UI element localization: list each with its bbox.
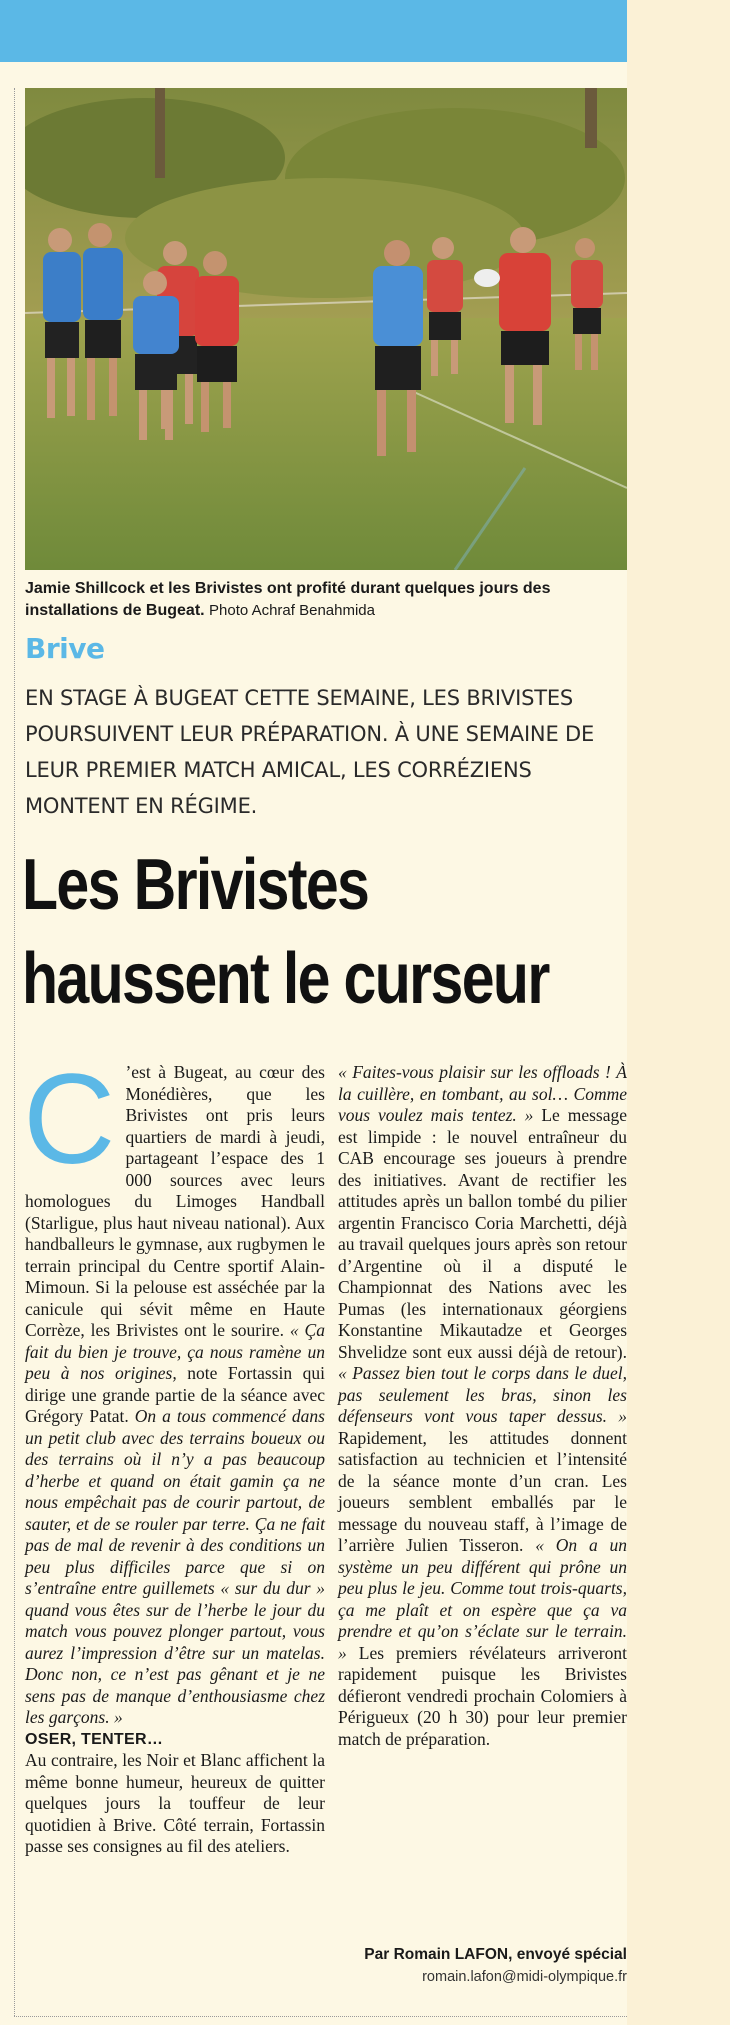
headline-line-2: haussent le curseur <box>22 939 549 1019</box>
quote-4: « Passez bien tout le corps dans le duel, pas seulement les bras, sinon les défenseurs vont vous taper dessus. » <box>338 1363 627 1426</box>
article-byline <box>364 1944 627 1988</box>
article-photo <box>25 88 627 570</box>
article-subhead: OSER, TENTER… <box>25 1730 164 1748</box>
article-column-2 <box>338 1062 627 1750</box>
article-standfirst: EN STAGE À BUGEAT CETTE SEMAINE, LES BRIVISTES POURSUIVENT LEUR PRÉPARATION. À UNE SEMAINE DE LEUR PREMIER MATCH AMICAL, LES CORRÉZIENS MONTENT EN RÉGIME. <box>25 686 595 818</box>
caption-text: Jamie Shillcock et les Brivistes ont profité durant quelques jours des installations de Bugeat. <box>25 580 551 619</box>
section-color-bar <box>0 0 627 62</box>
headline-line-1: Les Brivistes <box>22 845 369 925</box>
article-headline <box>22 838 549 1026</box>
photo-credit: Photo Achraf Benahmida <box>209 602 375 619</box>
section-kicker: Brive <box>25 632 105 665</box>
author-email: romain.lafon@midi-olympique.fr <box>422 1969 627 1985</box>
photo-caption <box>25 578 627 622</box>
article-column-1 <box>23 1048 325 1858</box>
quote-3: « Faites-vous plaisir sur les offloads ! À la cuillère, en tombant, au sol… Comme vous voulez mais tentez. » <box>338 1062 627 1125</box>
quote-5: « On a un système un peu différent qui prône un peu plus le jeu. Comme tout trois-quarts, ça me plaît et on espère que ça va prendre et qu’on s’éclate sur le terrain. » <box>338 1535 627 1663</box>
author-name: Par Romain LAFON, envoyé spécial <box>364 1946 627 1963</box>
column-divider <box>14 88 15 2016</box>
drop-cap: C <box>23 1048 116 1191</box>
bottom-divider <box>14 2016 627 2017</box>
body-paragraph-2-start: Au contraire, les Noir et Blanc affichent la même bonne humeur, heureux de quitter quelques jours la touffeur de leur quotidien à Brive. Côté terrain, Fortassin passe ses consignes au fil des ateliers. <box>25 1750 325 1856</box>
body-paragraph-2-cont: « Faites-vous plaisir sur les offloads ! À la cuillère, en tombant, au sol… Comme vous voulez mais tentez. » Le message est limpide : le nouvel entraîneur du CAB encourage ses joueurs à prendre des initiatives. Avant de rectifier les attitudes après un ballon tombé du pilier argentin Francisco Coria Marchetti, déjà au travail quelques jours après son retour d’Argentine où il a disputé le Championnat des Nations avec les Pumas (les internationaux géorgiens Konstantine Mikautadze et Georges Shvelidze sont eux aussi déjà de retour). « Passez bien tout le corps dans le duel, pas seulement les bras, sinon les défenseurs vont vous taper dessus. » Rapidement, les attitudes donnent satisfaction au technicien et l’intensité de la séance monte d’un cran. Les joueurs semblent emballés par le message du nouveau staff, à l’image de l’arrière Julien Tisseron. « On a un système un peu différent qui prône un peu plus le jeu. Comme tout trois-quarts, ça me plaît et on espère que ça va prendre et qu’on s’éclate sur le terrain. » Les premiers révélateurs arriveront rapidement puisque les Brivistes défieront vendredi prochain Colomiers à Périgueux (20 h 30) pour leur premier match de préparation. <box>338 1062 628 1749</box>
body-paragraph-1: C ’est à Bugeat, au cœur des Monédières, que les Brivistes ont pris leurs quartiers de mardi à jeudi, partageant l’espace des 1 000 sources avec leurs homologues du Limoges Handball (Starligue, plus haut niveau national). Aux handballeurs le gymnase, aux rugbymen le terrain principal du Centre sportif Alain-Mimoun. Si la pelouse est asséchée par la canicule qui sévit même en Haute Corrèze, les Brivistes ont le sourire. « Ça fait du bien je trouve, ça nous ramène un peu à nos origines, note Fortassin qui dirige une grande partie de la séance avec Grégory Patat. On a tous commencé dans un petit club avec des terrains boueux ou des terrains où il n’y a pas beaucoup d’herbe et quand on était gamin ça ne nous empêchait pas de courir partout, de sauter, et de se rouler par terre. Ça ne fait pas de mal de revenir à des conditions un peu plus difficiles parce que si on s’entraîne entre guillemets « sur du dur » quand vous êtes sur de l’herbe le jour du match vous pouvez plonger partout, vous aurez l’impression d’être sur un matelas. Donc non, ce n’est pas gênant et je ne sens pas de manque d’enthousiasme chez les garçons. » <box>23 1048 325 1727</box>
quote-1: « Ça fait du bien je trouve, ça nous ramène un peu à nos origines, <box>25 1320 325 1383</box>
margin-band <box>627 0 730 2025</box>
quote-2: On a tous commencé dans un petit club avec des terrains boueux ou des terrains où il n’y a pas beaucoup d’herbe et quand on était gamin ça ne nous empêchait pas de courir partout, de sauter, et de se rouler par terre. Ça ne fait pas de mal de revenir à des conditions un peu plus difficiles parce que si on s’entraîne entre guillemets « sur du dur » quand vous êtes sur de l’herbe le jour du match vous pouvez plonger partout, vous aurez l’impression d’être sur un matelas. Donc non, ce n’est pas gênant et je ne sens pas de manque d’enthousiasme chez les garçons. » <box>25 1406 325 1727</box>
